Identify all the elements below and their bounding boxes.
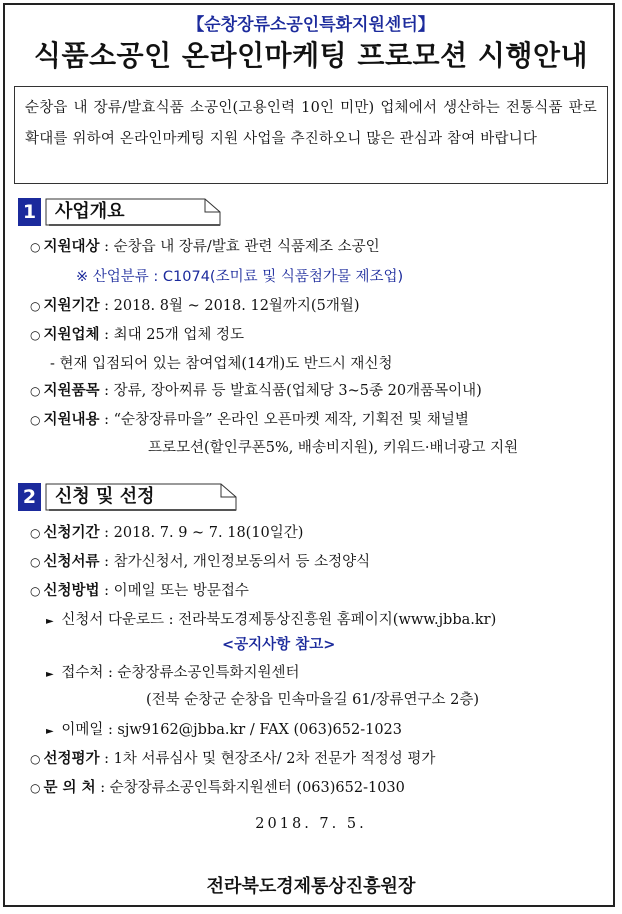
issue-date: 2018. 7. 5. — [255, 816, 367, 832]
application-period-row: ○ 신청기간 : 2018. 7. 9 ~ 7. 18(10일간) — [30, 524, 304, 541]
section-2-title: 신청 및 선정 — [55, 486, 155, 507]
circle-bullet-icon: ○ — [30, 526, 41, 540]
section-1-number: 1 — [18, 198, 41, 226]
circle-bullet-icon: ○ — [30, 240, 41, 254]
reapply-note: - 현재 입점되어 있는 참여업체(14개)도 반드시 재신청 — [50, 356, 393, 372]
arrow-bullet-icon: ► — [46, 669, 54, 680]
circle-bullet-icon: ○ — [30, 752, 41, 766]
reception-address: (전북 순창군 순창읍 민속마을길 61/장류연구소 2층) — [146, 692, 480, 708]
email-text: 이메일 : sjw9162@jbba.kr / FAX (063)652-1023 — [61, 722, 402, 738]
download-text: 신청서 다운로드 : 전라북도경제통상진흥원 홈페이지(www.jbba.kr) — [61, 612, 497, 628]
inquiry-row: ○ 문 의 처 : 순창장류소공인특화지원센터 (063)652-1030 — [30, 779, 405, 796]
circle-bullet-icon: ○ — [30, 555, 41, 569]
reception-text: 접수처 : 순창장류소공인특화지원센터 — [61, 665, 300, 681]
application-docs-row: ○ 신청서류 : 참가신청서, 개인정보동의서 등 소정양식 — [30, 553, 371, 570]
industry-classification-note: ※ 산업분류 : C1074(조미료 및 식품첨가물 제조업) — [76, 269, 404, 285]
circle-bullet-icon: ○ — [30, 584, 41, 598]
arrow-bullet-icon: ► — [46, 616, 54, 627]
support-items-row: ○ 지원품목 : 장류, 장아찌류 등 발효식품(업체당 3~5종 20개품목이내) — [30, 382, 482, 399]
circle-bullet-icon: ○ — [30, 413, 41, 427]
email-row — [46, 719, 402, 743]
support-content-row: ○ 지원내용 : “순창장류마을” 온라인 오픈마켓 제작, 기획전 및 채널별 — [30, 411, 469, 428]
download-row — [46, 609, 496, 633]
application-method-row: ○ 신청방법 : 이메일 또는 방문접수 — [30, 582, 249, 599]
notice-reference: <공지사항 참고> — [222, 637, 336, 653]
intro-box: 순창읍 내 장류/발효식품 소공인(고용인력 10인 미만) 업체에서 생산하는 전통식품 판로확대를 위하여 온라인마케팅 지원 사업을 추진하오니 많은 관심과 참여 바랍니다 — [14, 86, 608, 184]
organizer-heading: 【순창장류소공인특화지원센터】 — [187, 15, 435, 35]
circle-bullet-icon: ○ — [30, 299, 41, 313]
reception-row — [46, 662, 300, 686]
section-2-tab — [45, 483, 235, 511]
signature: 전라북도경제통상진흥원장 — [206, 876, 416, 897]
circle-bullet-icon: ○ — [30, 781, 41, 795]
support-period-row: ○ 지원기간 : 2018. 8월 ~ 2018. 12월까지(5개월) — [30, 297, 360, 314]
support-target-row: ○ 지원대상 : 순창읍 내 장류/발효 관련 식품제조 소공인 — [30, 238, 380, 255]
section-1-tab — [45, 198, 219, 226]
selection-evaluation-row: ○ 선정평가 : 1차 서류심사 및 현장조사/ 2차 전문가 적정성 평가 — [30, 750, 436, 767]
arrow-bullet-icon: ► — [46, 726, 54, 737]
page-title: 식품소공인 온라인마케팅 프로모션 시행안내 — [33, 39, 589, 72]
support-companies-row: ○ 지원업체 : 최대 25개 업체 정도 — [30, 326, 244, 343]
section-1-title: 사업개요 — [55, 201, 125, 222]
support-content-continued: 프로모션(할인쿠폰5%, 배송비지원), 키워드·배너광고 지원 — [148, 440, 519, 456]
section-2-number: 2 — [18, 483, 41, 511]
circle-bullet-icon: ○ — [30, 328, 41, 342]
circle-bullet-icon: ○ — [30, 384, 41, 398]
